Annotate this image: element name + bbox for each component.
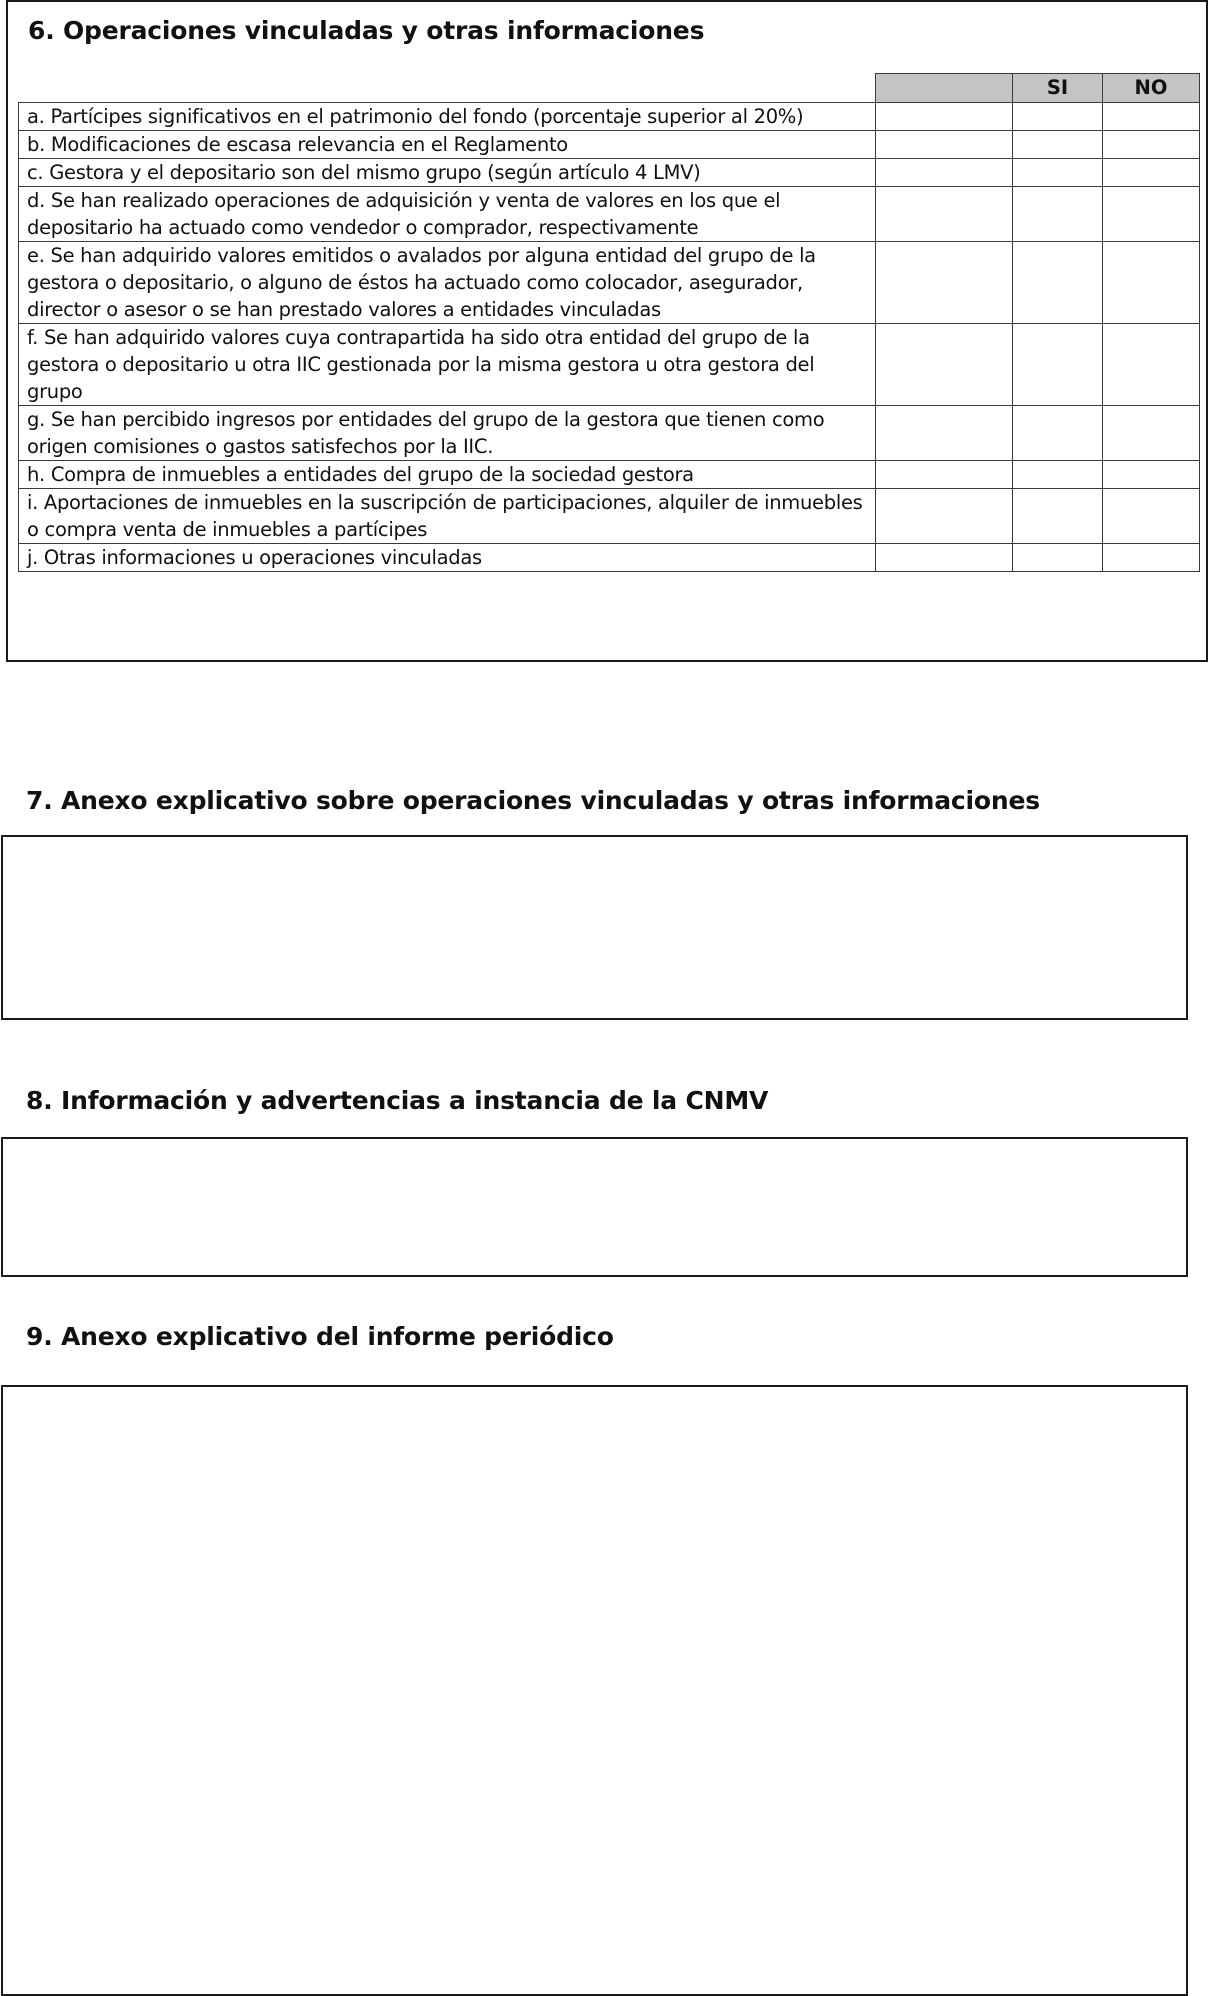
row-c-value-cell	[876, 159, 1013, 187]
table-row	[19, 406, 1200, 461]
section-6-title: 6. Operaciones vinculadas y otras informaciones	[28, 16, 705, 45]
row-a-si-cell	[1013, 103, 1103, 131]
row-c-no-cell	[1103, 159, 1200, 187]
table-row	[19, 242, 1200, 324]
row-g-si-cell	[1013, 406, 1103, 461]
header-si: SI	[1013, 74, 1103, 103]
section-8-title: 8. Información y advertencias a instancia de la CNMV	[26, 1086, 769, 1115]
row-e-si-cell	[1013, 242, 1103, 324]
header-spacer	[19, 74, 876, 103]
section-7-text-box	[1, 835, 1188, 1020]
row-label-g: g. Se han percibido ingresos por entidades del grupo de la gestora que tienen como origen comisiones o gastos satisfechos por la IIC.	[19, 406, 876, 461]
row-label-j: j. Otras informaciones u operaciones vinculadas	[19, 544, 876, 572]
row-b-value-cell	[876, 131, 1013, 159]
row-f-no-cell	[1103, 324, 1200, 406]
row-b-no-cell	[1103, 131, 1200, 159]
row-d-value-cell	[876, 187, 1013, 242]
section-8-text-box	[1, 1137, 1188, 1277]
table-row	[19, 103, 1200, 131]
header-no: NO	[1103, 74, 1200, 103]
row-a-no-cell	[1103, 103, 1200, 131]
table-header-row	[19, 74, 1200, 103]
operations-table	[18, 73, 1200, 572]
table-row	[19, 187, 1200, 242]
row-label-b: b. Modificaciones de escasa relevancia en el Reglamento	[19, 131, 876, 159]
row-j-value-cell	[876, 544, 1013, 572]
section-9-text-box	[1, 1385, 1188, 1996]
row-f-si-cell	[1013, 324, 1103, 406]
row-d-si-cell	[1013, 187, 1103, 242]
table-row	[19, 324, 1200, 406]
row-label-f: f. Se han adquirido valores cuya contrapartida ha sido otra entidad del grupo de la gestora o depositario u otra IIC gestionada por la misma gestora u otra gestora del grupo	[19, 324, 876, 406]
row-label-c: c. Gestora y el depositario son del mismo grupo (según artículo 4 LMV)	[19, 159, 876, 187]
row-j-no-cell	[1103, 544, 1200, 572]
row-g-value-cell	[876, 406, 1013, 461]
row-h-no-cell	[1103, 461, 1200, 489]
section-9-title: 9. Anexo explicativo del informe periódico	[26, 1322, 614, 1351]
table-row	[19, 489, 1200, 544]
row-a-value-cell	[876, 103, 1013, 131]
row-label-a: a. Partícipes significativos en el patrimonio del fondo (porcentaje superior al 20%)	[19, 103, 876, 131]
row-i-value-cell	[876, 489, 1013, 544]
row-f-value-cell	[876, 324, 1013, 406]
row-g-no-cell	[1103, 406, 1200, 461]
row-h-value-cell	[876, 461, 1013, 489]
row-i-no-cell	[1103, 489, 1200, 544]
row-label-e: e. Se han adquirido valores emitidos o avalados por alguna entidad del grupo de la gestora o depositario, o alguno de éstos ha actuado como colocador, asegurador, director o asesor o se han prestado valores a entidades vinculadas	[19, 242, 876, 324]
row-h-si-cell	[1013, 461, 1103, 489]
table-row	[19, 131, 1200, 159]
table-row	[19, 544, 1200, 572]
header-blank-column	[876, 74, 1013, 103]
row-e-value-cell	[876, 242, 1013, 324]
row-e-no-cell	[1103, 242, 1200, 324]
table-row	[19, 159, 1200, 187]
row-c-si-cell	[1013, 159, 1103, 187]
section-6-panel	[6, 0, 1208, 662]
row-b-si-cell	[1013, 131, 1103, 159]
row-d-no-cell	[1103, 187, 1200, 242]
row-label-i: i. Aportaciones de inmuebles en la suscripción de participaciones, alquiler de inmuebles o compra venta de inmuebles a partícipes	[19, 489, 876, 544]
section-7-title: 7. Anexo explicativo sobre operaciones vinculadas y otras informaciones	[26, 786, 1040, 815]
row-label-h: h. Compra de inmuebles a entidades del grupo de la sociedad gestora	[19, 461, 876, 489]
row-i-si-cell	[1013, 489, 1103, 544]
row-j-si-cell	[1013, 544, 1103, 572]
table-row	[19, 461, 1200, 489]
row-label-d: d. Se han realizado operaciones de adquisición y venta de valores en los que el depositario ha actuado como vendedor o comprador, respectivamente	[19, 187, 876, 242]
